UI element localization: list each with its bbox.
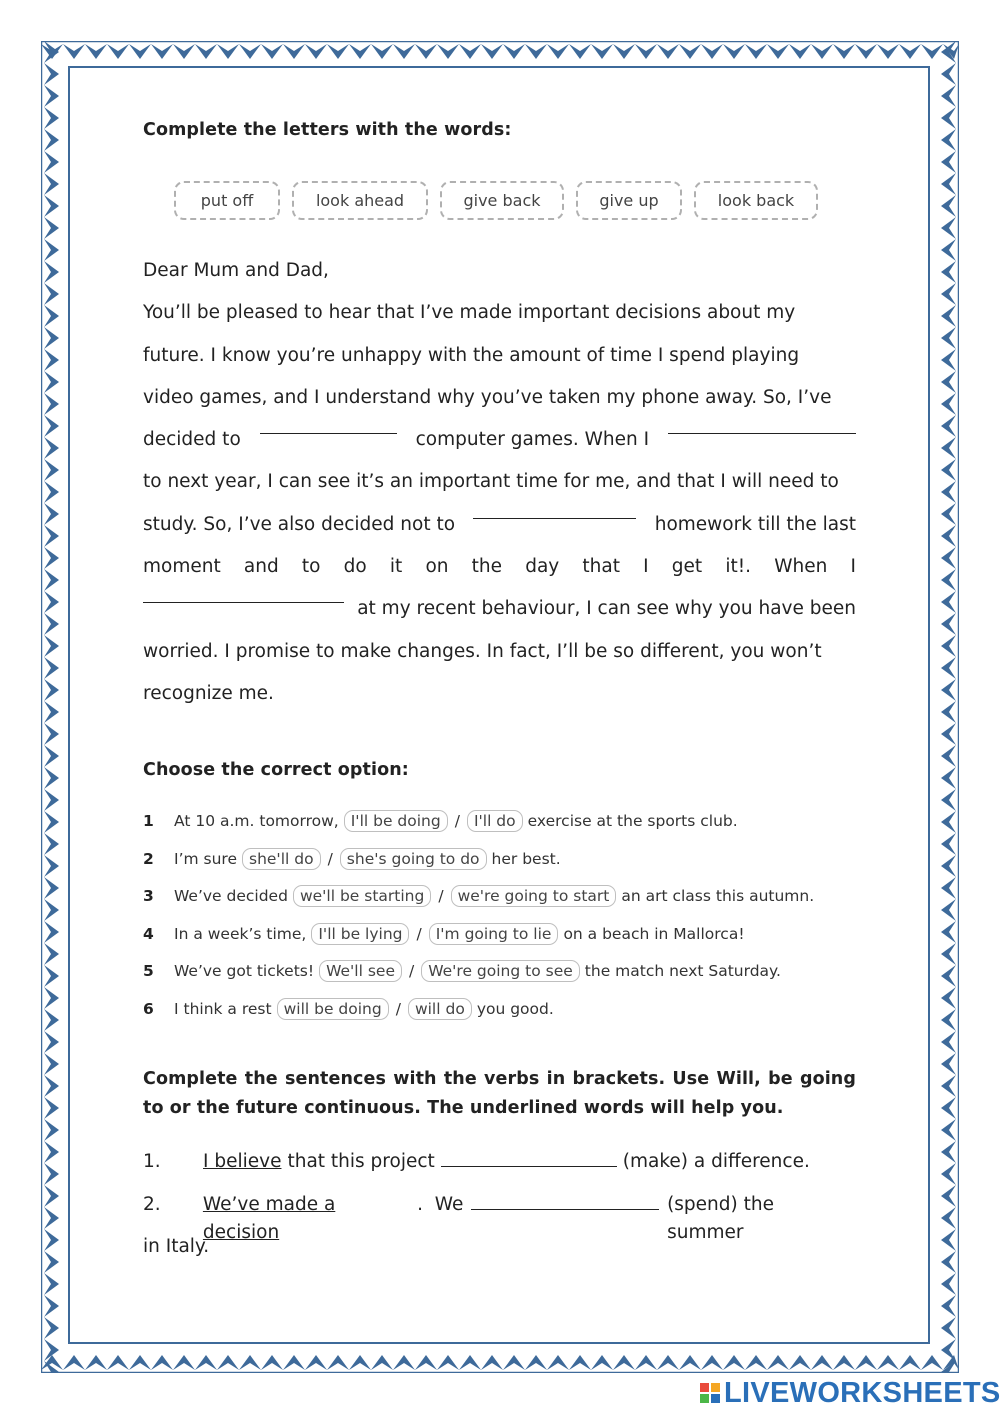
letter-line bbox=[143, 504, 856, 546]
option-button[interactable]: I'll be doing bbox=[344, 810, 448, 832]
sentence-text: (make) a difference. bbox=[622, 1151, 810, 1172]
option-button[interactable]: I'm going to lie bbox=[429, 923, 559, 945]
logo-text: LIVEWORKSHEETS bbox=[724, 1376, 1000, 1409]
slash: / bbox=[408, 962, 415, 980]
word-chip[interactable]: put off bbox=[174, 181, 280, 220]
section3-heading-line2: to or the future continuous. The underlined words will help you. bbox=[143, 1098, 784, 1118]
logo-tile bbox=[711, 1394, 720, 1403]
choice-row bbox=[143, 883, 814, 909]
item-text: I’m sure bbox=[174, 850, 237, 868]
slash: / bbox=[416, 925, 422, 943]
answer-blank-1[interactable] bbox=[260, 419, 397, 434]
letter-text: computer games. When I bbox=[415, 429, 650, 451]
option-button[interactable]: she's going to do bbox=[340, 848, 487, 870]
slash: / bbox=[395, 1000, 401, 1018]
letter-line: You’ll be pleased to hear that I’ve made important decisions about my bbox=[143, 302, 796, 324]
item-text: We’ve got tickets! bbox=[174, 962, 315, 980]
letter-text: at my recent behaviour, I can see why you have been bbox=[357, 598, 856, 620]
choice-row bbox=[143, 996, 554, 1022]
sentence-text: in Italy. bbox=[143, 1236, 210, 1257]
item-number: 3 bbox=[143, 887, 154, 905]
letter-line: future. I know you’re unhappy with the amount of time I spend playing bbox=[143, 344, 800, 366]
logo-tile bbox=[700, 1383, 709, 1392]
choice-row bbox=[143, 846, 561, 872]
answer-blank-5[interactable] bbox=[441, 1152, 617, 1167]
item-number: 5 bbox=[143, 962, 154, 980]
item-text: an art class this autumn. bbox=[621, 887, 815, 905]
sentence-2-continued bbox=[143, 1233, 856, 1261]
answer-blank-2[interactable] bbox=[668, 419, 856, 434]
answer-blank-6[interactable] bbox=[471, 1195, 659, 1210]
section2-heading: Choose the correct option: bbox=[143, 760, 409, 780]
item-text: exercise at the sports club. bbox=[527, 812, 738, 830]
letter-text: decided to bbox=[143, 429, 241, 451]
letter-line bbox=[143, 588, 856, 630]
item-text: you good. bbox=[476, 1000, 554, 1018]
letter-line: moment and to do it on the day that I get it!. When I bbox=[143, 556, 856, 578]
liveworksheets-logo bbox=[700, 1378, 1000, 1408]
logo-tile bbox=[700, 1394, 709, 1403]
section3-heading-line1: Complete the sentences with the verbs in brackets. Use Will, be going bbox=[143, 1069, 856, 1089]
logo-tiles-icon bbox=[700, 1383, 720, 1403]
letter-line: to next year, I can see it’s an important time for me, and that I will need to bbox=[143, 471, 839, 493]
item-text: In a week’s time, bbox=[174, 925, 307, 943]
sentence-1 bbox=[143, 1148, 856, 1176]
item-number: 1 bbox=[143, 812, 154, 830]
slash: / bbox=[327, 850, 333, 868]
item-text: We’ve decided bbox=[174, 887, 288, 905]
underlined-hint: I believe bbox=[203, 1151, 282, 1172]
word-bank bbox=[174, 181, 818, 222]
item-number: 6 bbox=[143, 1000, 154, 1018]
word-chip[interactable]: give up bbox=[576, 181, 682, 220]
option-button[interactable]: I'll do bbox=[467, 810, 523, 832]
letter-line: worried. I promise to make changes. In fact, I’ll be so different, you won’t bbox=[143, 640, 822, 662]
sentence-text: . We bbox=[417, 1194, 464, 1215]
letter-text: study. So, I’ve also decided not to bbox=[143, 513, 456, 535]
letter bbox=[143, 250, 856, 715]
choice-row bbox=[143, 921, 745, 947]
slash: / bbox=[438, 887, 444, 905]
letter-line bbox=[143, 419, 856, 461]
item-number: 2 bbox=[143, 850, 154, 868]
word-chip[interactable]: look ahead bbox=[292, 181, 428, 220]
sentence-number: 2. bbox=[143, 1194, 161, 1215]
word-chip[interactable]: give back bbox=[440, 181, 564, 220]
section1-heading: Complete the letters with the words: bbox=[143, 120, 512, 140]
letter-line: recognize me. bbox=[143, 682, 274, 704]
sentence-text: (spend) the summer bbox=[667, 1194, 774, 1243]
sentence-text: that this project bbox=[287, 1151, 435, 1172]
item-number: 4 bbox=[143, 925, 154, 943]
letter-line: video games, and I understand why you’ve taken my phone away. So, I’ve bbox=[143, 386, 832, 408]
option-button[interactable]: she'll do bbox=[242, 848, 321, 870]
answer-blank-4[interactable] bbox=[143, 588, 344, 603]
letter-text: homework till the last bbox=[654, 513, 856, 535]
option-button[interactable]: we're going to start bbox=[451, 885, 617, 907]
slash: / bbox=[454, 812, 460, 830]
choice-row bbox=[143, 808, 738, 834]
item-text: on a beach in Mallorca! bbox=[563, 925, 745, 943]
option-button[interactable]: will do bbox=[408, 998, 472, 1020]
option-button[interactable]: I'll be lying bbox=[311, 923, 409, 945]
word-chip[interactable]: look back bbox=[694, 181, 818, 220]
sentence-number: 1. bbox=[143, 1151, 161, 1172]
option-button[interactable]: We're going to see bbox=[421, 960, 580, 982]
choice-row bbox=[143, 958, 781, 984]
item-text: the match next Saturday. bbox=[584, 962, 781, 980]
item-text: I think a rest bbox=[174, 1000, 272, 1018]
option-button[interactable]: We'll see bbox=[319, 960, 402, 982]
logo-tile bbox=[711, 1383, 720, 1392]
underlined-hint: We’ve made a decision bbox=[202, 1194, 336, 1243]
answer-blank-3[interactable] bbox=[473, 504, 636, 519]
letter-greeting: Dear Mum and Dad, bbox=[143, 260, 329, 281]
option-button[interactable]: we'll be starting bbox=[293, 885, 431, 907]
item-text: her best. bbox=[491, 850, 561, 868]
option-button[interactable]: will be doing bbox=[277, 998, 389, 1020]
item-text: At 10 a.m. tomorrow, bbox=[174, 812, 339, 830]
